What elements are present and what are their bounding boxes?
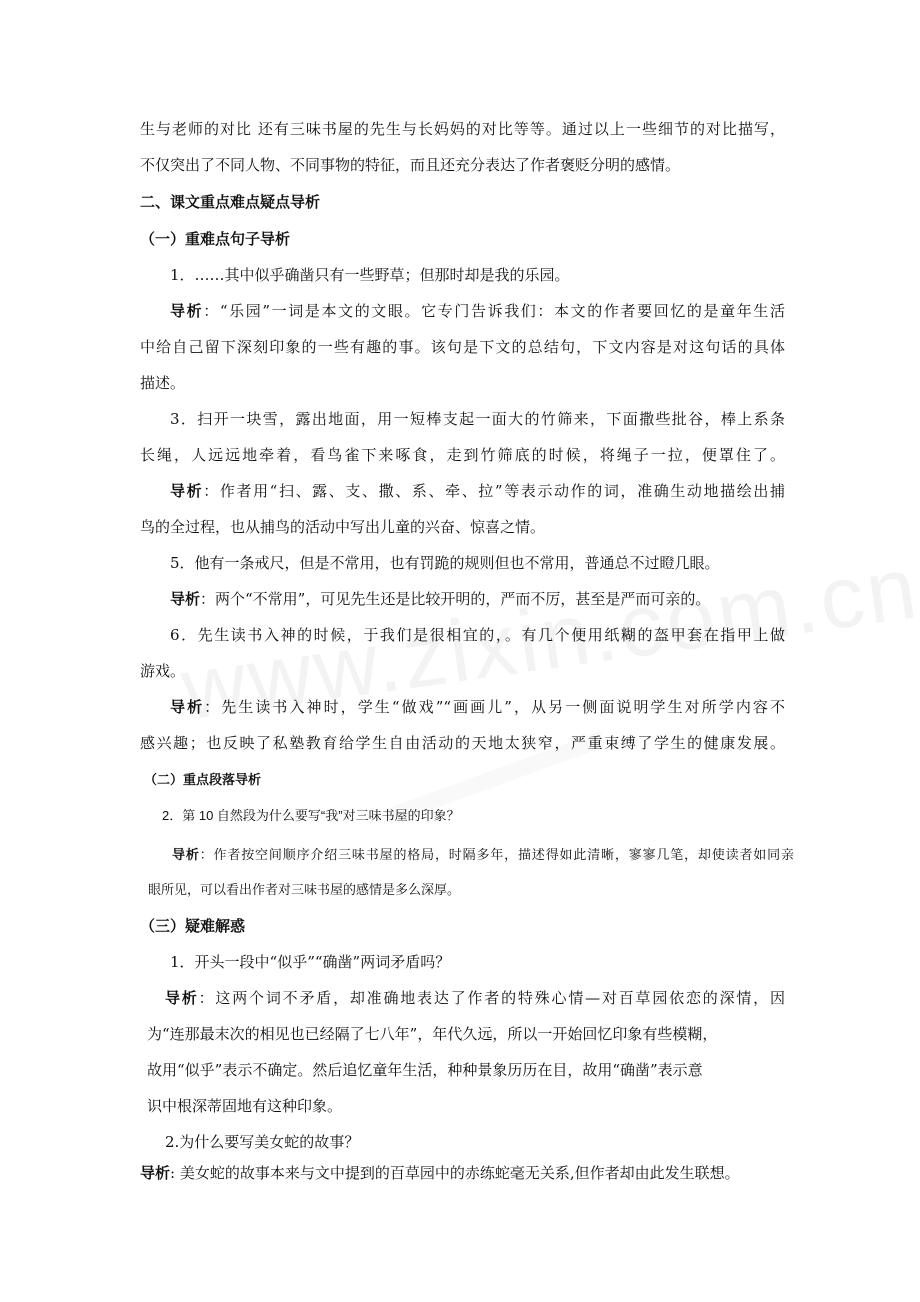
analysis-label: 导析 bbox=[172, 847, 200, 862]
analysis-1-line-3: 描述。 bbox=[140, 374, 186, 392]
analysis-1-line-1 bbox=[170, 301, 785, 321]
analysis-label: 导析 bbox=[170, 302, 204, 320]
analysis-c1-line-3: 故用“似乎”表示不确定。然后追忆童年生活，种种景象历历在目，故用“确凿”表示意 bbox=[147, 1061, 703, 1079]
analysis-c1-line-4: 识中根深蒂固地有这种印象。 bbox=[147, 1097, 343, 1115]
analysis-text: ：作者用“扫、露、支、撒、系、牵、拉”等表示动作的词，准确生动地描绘出捕 bbox=[203, 482, 785, 500]
analysis-text: ：先生读书入神时，学生“做戏”“画画儿”，从另一侧面说明学生对所学内容不 bbox=[204, 698, 785, 716]
question-5: 5．他有一条戒尺，但是不常用，也有罚跪的规则但也不常用，普通总不过瞪几眼。 bbox=[170, 554, 720, 572]
analysis-label: 导析 bbox=[140, 1164, 171, 1182]
analysis-text: ：作者按空间顺序介绍三味书屋的格局，时隔多年，描述得如此清晰，寥寥几笔，却使读者如同亲 bbox=[199, 847, 794, 862]
intro-line-2: 不仅突出了不同人物、不同事物的特征，而且还充分表达了作者褒贬分明的感情。 bbox=[140, 156, 681, 174]
analysis-label: 导析 bbox=[170, 482, 204, 500]
question-3-line-2: 长绳，人远远地牵着，看鸟雀下来啄食，走到竹筛底的时候，将绳子一拉，便罩住了。 bbox=[140, 446, 785, 464]
analysis-c1-line-1 bbox=[165, 988, 785, 1008]
question-6-line-1: 6．先生读书入神的时候，于我们是很相宜的，。有几个便用纸糊的盔甲套在指甲上做 bbox=[170, 626, 785, 644]
question-6-line-2: 游戏。 bbox=[140, 662, 186, 680]
intro-line-1: 生与老师的对比 还有三味书屋的先生与长妈妈的对比等等。通过以上一些细节的对比描写， bbox=[140, 120, 785, 138]
analysis-b2-line-1 bbox=[172, 845, 794, 865]
analysis-text: ：两个“不常用”，可见先生还是比较开明的，严而不厉，甚至是严而可亲的。 bbox=[200, 590, 711, 608]
question-c2: 2.为什么要写美女蛇的故事？ bbox=[165, 1133, 360, 1151]
question-b2: 2．第 10 自然段为什么要写“我”对三味书屋的印象？ bbox=[162, 808, 460, 823]
analysis-text: ：这两个词不矛盾，却准确地表达了作者的特殊心情—对百草园依恋的深情，因 bbox=[198, 989, 785, 1007]
analysis-b2-line-2: 眼所见，可以看出作者对三味书屋的感情是多么深厚。 bbox=[148, 882, 461, 897]
analysis-text: ：“乐园”一词是本文的文眼。它专门告诉我们：本文的作者要回忆的是童年生活 bbox=[203, 302, 785, 320]
analysis-label: 导析 bbox=[170, 698, 205, 716]
analysis-c1-line-2: 为“连那最末次的相见也已经隔了七八年”，年代久远，所以一开始回忆印象有些模糊， bbox=[147, 1025, 718, 1043]
analysis-label: 导析 bbox=[165, 989, 199, 1007]
analysis-3-line-2: 鸟的全过程，也从捕鸟的活动中写出儿童的兴奋、惊喜之情。 bbox=[140, 518, 546, 536]
analysis-c2-line-1 bbox=[140, 1163, 785, 1183]
analysis-6-line-2: 感兴趣；也反映了私塾教育给学生自由活动的天地太狭窄，严重束缚了学生的健康发展。 bbox=[140, 734, 785, 752]
analysis-label: 导析 bbox=[170, 590, 201, 608]
subheading-sentences: （一）重难点句子导析 bbox=[140, 230, 291, 248]
question-c1: 1．开头一段中“似乎”“确凿”两词矛盾吗？ bbox=[170, 953, 451, 971]
section-heading: 二、课文重点难点疑点导析 bbox=[140, 193, 321, 211]
subheading-paragraphs: （二）重点段落导析 bbox=[144, 772, 262, 787]
question-1: 1．……其中似乎确凿只有一些野草；但那时却是我的乐园。 bbox=[170, 266, 570, 284]
question-3-line-1: 3．扫开一块雪，露出地面，用一短棒支起一面大的竹筛来，下面撒些批谷，棒上系条 bbox=[170, 410, 785, 428]
analysis-6-line-1 bbox=[170, 697, 785, 717]
analysis-1-line-2: 中给自己留下深刻印象的一些有趣的事。该句是下文的总结句，下文内容是对这句话的具体 bbox=[140, 338, 785, 356]
analysis-5-line-1 bbox=[170, 589, 785, 609]
subheading-doubts: （三）疑难解惑 bbox=[140, 917, 246, 935]
analysis-text: : 美女蛇的故事本来与文中提到的百草园中的赤练蛇毫无关系,但作者却由此发生联想。 bbox=[170, 1164, 740, 1182]
analysis-3-line-1 bbox=[170, 481, 785, 501]
